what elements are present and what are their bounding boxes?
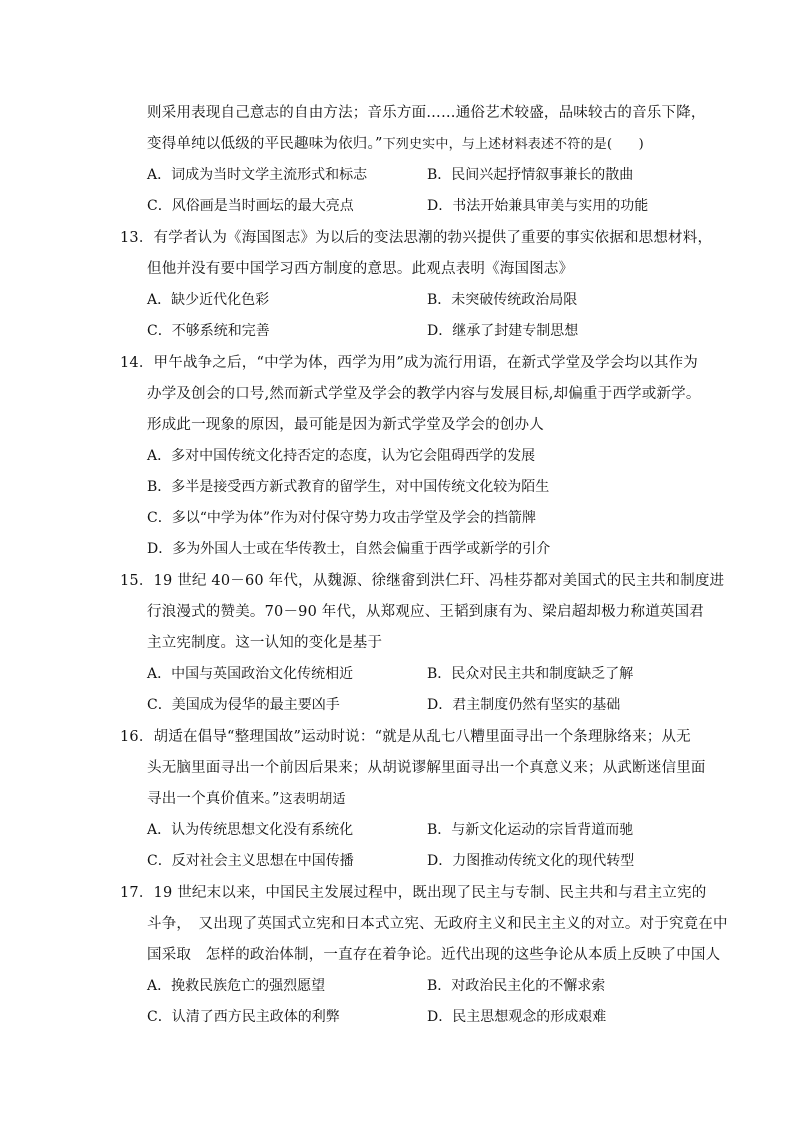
intro-option-a[interactable]: A．词成为当时文学主流形式和标志 — [147, 167, 368, 183]
intro-option-b[interactable]: B．民间兴起抒情叙事兼长的散曲 — [427, 167, 634, 183]
q13-option-b[interactable]: B．未突破传统政治局限 — [427, 292, 578, 308]
q15-option-c[interactable]: C．美国成为侵华的最主要凶手 — [147, 697, 340, 713]
q14-option-c[interactable]: C．多以“中学为体”作为对付保守势力攻击学堂及学会的挡箭牌 — [147, 510, 537, 526]
q17-line-1: 17．19 世纪末以来，中国民主发展过程中，既出现了民主与专制、民主共和与君主立宪的 — [120, 885, 707, 901]
q17-option-c[interactable]: C．认清了西方民主政体的利弊 — [147, 1009, 340, 1025]
q16-line-2: 头无脑里面寻出一个前因后果来；从胡说谬解里面寻出一个真意义来；从武断迷信里面 — [147, 760, 706, 776]
q16-option-c[interactable]: C．反对社会主义思想在中国传播 — [147, 853, 354, 869]
q14-option-b[interactable]: B．多半是接受西方新式教育的留学生，对中国传统文化较为陌生 — [147, 479, 550, 495]
intro-line-1: 则采用表现自己意志的自由方法；音乐方面……通俗艺术较盛，品味较古的音乐下降， — [147, 105, 706, 121]
q16-option-d[interactable]: D．力图推动传统文化的现代转型 — [427, 853, 635, 869]
q15-option-d[interactable]: D．君主制度仍然有坚实的基础 — [427, 697, 621, 713]
q14-option-d[interactable]: D．多为外国人士或在华传教士，自然会偏重于西学或新学的引介 — [147, 541, 551, 557]
q14-option-a[interactable]: A．多对中国传统文化持否定的态度，认为它会阻碍西学的发展 — [147, 448, 536, 464]
q16-option-b[interactable]: B．与新文化运动的宗旨背道而驰 — [427, 822, 634, 838]
intro-line-2 — [147, 134, 644, 155]
q16-line-3 — [147, 789, 346, 810]
q16-line-1: 16．胡适在倡导“整理国故”运动时说：“就是从乱七八糟里面寻出一个条理脉络来；从无 — [120, 729, 691, 745]
intro-option-c[interactable]: C．风俗画是当时画坛的最大亮点 — [147, 198, 354, 214]
q16-option-a[interactable]: A．认为传统思想文化没有系统化 — [147, 822, 354, 838]
q15-line-2: 行浪漫式的赞美。70－90 年代，从郑观应、王韬到康有为、梁启超却极力称道英国君 — [147, 604, 705, 620]
q16-line-3-quote: 寻出一个真价值来。” — [147, 791, 280, 807]
q14-line-1: 14．甲午战争之后，“中学为体，西学为用”成为流行用语，在新式学堂及学会均以其作为 — [120, 355, 698, 371]
q13-option-c[interactable]: C．不够系统和完善 — [147, 323, 270, 339]
q14-line-3: 形成此一现象的原因，最可能是因为新式学堂及学会的创办人 — [147, 417, 544, 433]
q13-line-2: 但他并没有要中国学习西方制度的意思。此观点表明《海国图志》 — [147, 261, 574, 277]
q13-line-1: 13．有学者认为《海国图志》为以后的变法思潮的勃兴提供了重要的事实依据和思想材料， — [120, 230, 713, 246]
q17-option-a[interactable]: A．挽救民族危亡的强烈愿望 — [147, 978, 326, 994]
q14-line-2: 办学及创会的口号,然而新式学堂及学会的教学内容与发展目标,却偏重于西学或新学。 — [147, 386, 701, 402]
q17-option-d[interactable]: D．民主思想观念的形成艰难 — [427, 1009, 607, 1025]
q15-option-b[interactable]: B．民众对民主共和制度缺乏了解 — [427, 666, 634, 682]
q15-line-1: 15．19 世纪 40－60 年代，从魏源、徐继畲到洪仁玕、冯桂芬都对美国式的民主共和制度进 — [120, 573, 725, 589]
q13-option-d[interactable]: D．继承了封建专制思想 — [427, 323, 579, 339]
q15-option-a[interactable]: A．中国与英国政治文化传统相近 — [147, 666, 354, 682]
q16-line-3-question: 这表明胡适 — [279, 792, 346, 807]
q17-line-2: 斗争， 又出现了英国式立宪和日本式立宪、无政府主义和民主主义的对立。对于究竟在中 — [147, 916, 728, 932]
q17-option-b[interactable]: B．对政治民主化的不懈求索 — [427, 978, 606, 994]
q13-option-a[interactable]: A．缺少近代化色彩 — [147, 292, 270, 308]
intro-option-d[interactable]: D．书法开始兼具审美与实用的功能 — [427, 198, 649, 214]
intro-line-2-question: 下列史实中，与上述材料表述不符的是( ) — [382, 137, 644, 152]
intro-line-2-quote: 变得单纯以低级的平民趣味为依归。” — [147, 136, 383, 152]
q17-line-3: 国采取 怎样的政治体制，一直存在着争论。近代出现的这些争论从本质上反映了中国人 — [147, 947, 721, 963]
q15-line-3: 主立宪制度。这一认知的变化是基于 — [147, 635, 383, 651]
